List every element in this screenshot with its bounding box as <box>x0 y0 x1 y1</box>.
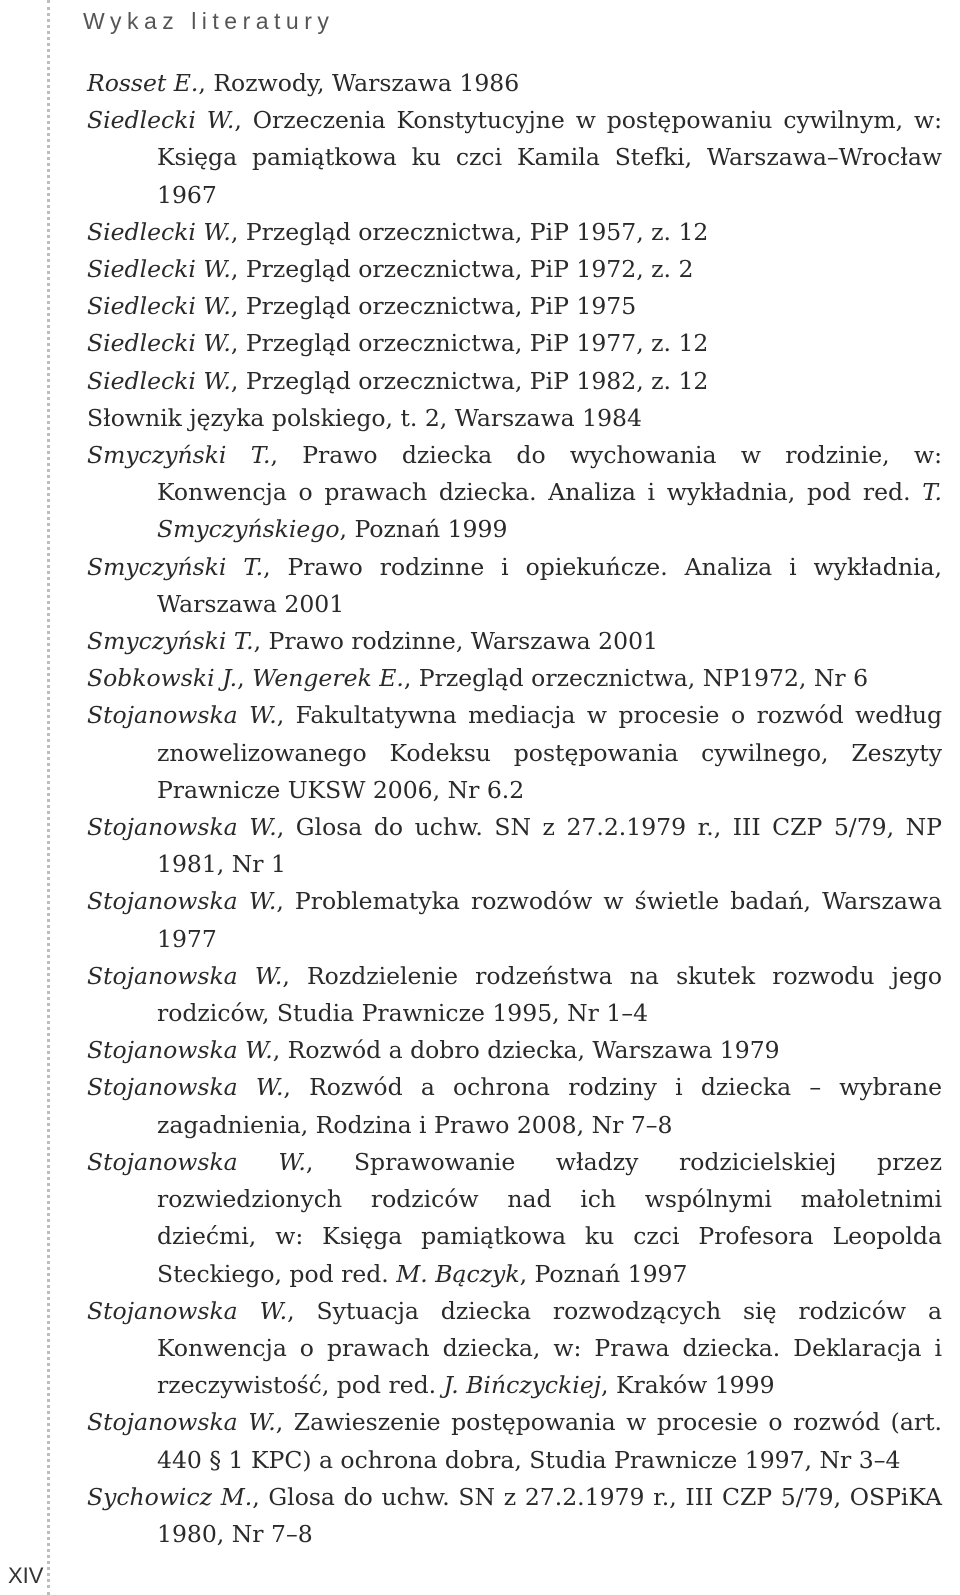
entry-text: , Zawieszenie postępowania w procesie o rozwód (art. 440 § 1 KPC) a ochrona dobra, Studia Prawnicze 1997, Nr 3–4 <box>157 1408 943 1474</box>
entry-text: , Sprawowanie władzy rodzicielskiej przez rozwiedzionych rodziców nad ich wspólnymi małoletnimi dziećmi, w: Księga pamiątkowa ku czci Profesora Leopolda Steckiego, pod red. <box>157 1147 942 1288</box>
entry-text: , Prawo dziecka do wychowania w rodzinie, w: Konwencja o prawach dziecka. Analiza i wykładnia, pod red. <box>157 441 942 507</box>
entry-text: , Glosa do uchw. SN z 27.2.1979 r., III CZP 5/79, OSPiKA 1980, Nr 7–8 <box>157 1482 943 1548</box>
entry-text: Słownik języka polskiego, t. 2, Warszawa 1984 <box>87 403 642 432</box>
entry-text: , Rozdzielenie rodzeństwa na skutek rozwodu jego rodziców, Studia Prawnicze 1995, Nr 1–4 <box>157 961 942 1028</box>
entry-text: , Glosa do uchw. SN z 27.2.1979 r., III CZP 5/79, NP 1981, Nr 1 <box>157 813 942 879</box>
entry-author-or-editor: Smyczyński T. <box>87 441 271 470</box>
bibliography-entry <box>87 251 942 288</box>
entry-author-or-editor: Sobkowski J. <box>87 664 238 693</box>
entry-author-or-editor: Sychowicz M. <box>87 1482 253 1511</box>
entry-author-or-editor: Siedlecki W. <box>87 292 231 321</box>
bibliography-entry <box>87 325 942 362</box>
entry-text: , Prawo rodzinne i opiekuńcze. Analiza i wykładnia, Warszawa 2001 <box>157 552 942 618</box>
bibliography-entry <box>87 1479 942 1553</box>
entry-text: , Prawo rodzinne, Warszawa 2001 <box>253 627 658 656</box>
entry-text: , Poznań 1999 <box>339 515 508 544</box>
entry-author-or-editor: Siedlecki W. <box>87 106 235 135</box>
entry-text: , Kraków 1999 <box>601 1371 775 1400</box>
entry-author-or-editor: Stojanowska W. <box>87 1408 276 1437</box>
entry-text: , Sytuacja dziecka rozwodzących się rodziców a Konwencja o prawach dziecka, w: Prawa dziecka. Deklaracja i rzeczywistość, pod red. <box>157 1296 943 1400</box>
bibliography-entry <box>87 623 942 660</box>
bibliography-list <box>87 65 942 1553</box>
entry-author-or-editor: Smyczyński T. <box>87 552 264 581</box>
bibliography-entry <box>87 1404 942 1478</box>
entry-author-or-editor: Stojanowska W. <box>87 1073 284 1102</box>
running-head: Wykaz literatury <box>83 8 335 34</box>
entry-text: , Rozwód a dobro dziecka, Warszawa 1979 <box>272 1036 780 1065</box>
entry-author-or-editor: T. Smyczyńskiego <box>157 478 942 544</box>
entry-author-or-editor: Stojanowska W. <box>87 887 277 916</box>
bibliography-entry <box>87 549 942 623</box>
entry-author-or-editor: Stojanowska W. <box>87 961 283 990</box>
entry-text: , <box>237 664 253 693</box>
entry-author-or-editor: Smyczyński T. <box>87 627 254 656</box>
entry-author-or-editor: J. Bińczyckiej <box>443 1371 602 1400</box>
entry-text: , Problematyka rozwodów w świetle badań, Warszawa 1977 <box>157 887 942 953</box>
entry-author-or-editor: Stojanowska W. <box>87 813 277 842</box>
entry-author-or-editor: Stojanowska W. <box>87 1296 288 1325</box>
entry-author-or-editor: M. Bączyk <box>396 1259 520 1288</box>
bibliography-entry <box>87 660 942 697</box>
bibliography-entry <box>87 809 942 883</box>
entry-author-or-editor: Stojanowska W. <box>87 701 277 730</box>
bibliography-entry <box>87 65 942 102</box>
entry-author-or-editor: Stojanowska W. <box>87 1147 306 1176</box>
entry-text: , Przegląd orzecznictwa, PiP 1975 <box>230 292 637 321</box>
entry-author-or-editor: Siedlecki W. <box>87 366 231 395</box>
bibliography-entry <box>87 1293 942 1405</box>
entry-author-or-editor: Siedlecki W. <box>87 217 231 246</box>
entry-author-or-editor: Siedlecki W. <box>87 329 231 358</box>
entry-text: , Fakultatywna mediacja w procesie o rozwód według znowelizowanego Kodeksu postępowania cywilnego, Zeszyty Prawnicze UKSW 2006, Nr 6.2 <box>157 701 942 804</box>
bibliography-entry <box>87 214 942 251</box>
bibliography-entry <box>87 958 942 1032</box>
bibliography-entry <box>87 102 942 214</box>
entry-text: , Poznań 1997 <box>519 1259 688 1288</box>
entry-text: , Przegląd orzecznictwa, PiP 1957, z. 12 <box>230 217 709 246</box>
entry-text: , Przegląd orzecznictwa, NP1972, Nr 6 <box>403 664 869 693</box>
entry-text: , Przegląd orzecznictwa, PiP 1982, z. 12 <box>230 366 709 395</box>
entry-author-or-editor: Rosset E. <box>87 69 199 97</box>
bibliography-entry <box>87 1069 942 1143</box>
bibliography-entry <box>87 1032 942 1069</box>
entry-text: , Przegląd orzecznictwa, PiP 1972, z. 2 <box>230 255 694 284</box>
entry-author-or-editor: Stojanowska W. <box>87 1036 273 1065</box>
entry-text: , Przegląd orzecznictwa, PiP 1977, z. 12 <box>230 329 709 358</box>
bibliography-entry <box>87 363 942 400</box>
entry-text: , Rozwód a ochrona rodziny i dziecka – wybrane zagadnienia, Rodzina i Prawo 2008, Nr 7–8 <box>157 1073 942 1139</box>
bibliography-entry <box>87 288 942 325</box>
bibliography-entry <box>87 437 942 549</box>
bibliography-entry <box>87 1144 942 1293</box>
entry-author-or-editor: Wengerek E. <box>252 664 404 693</box>
bibliography-entry <box>87 697 942 809</box>
entry-author-or-editor: Siedlecki W. <box>87 255 231 284</box>
page-number: XIV <box>8 1563 44 1588</box>
bibliography-entry <box>87 883 942 957</box>
entry-text: , Orzeczenia Konstytucyjne w postępowaniu cywilnym, w: Księga pamiątkowa ku czci Kamila Stefki, Warszawa–Wrocław 1967 <box>157 106 942 209</box>
bibliography-entry <box>87 400 942 437</box>
entry-text: , Rozwody, Warszawa 1986 <box>198 69 520 97</box>
margin-dotted-rule <box>47 0 50 1595</box>
